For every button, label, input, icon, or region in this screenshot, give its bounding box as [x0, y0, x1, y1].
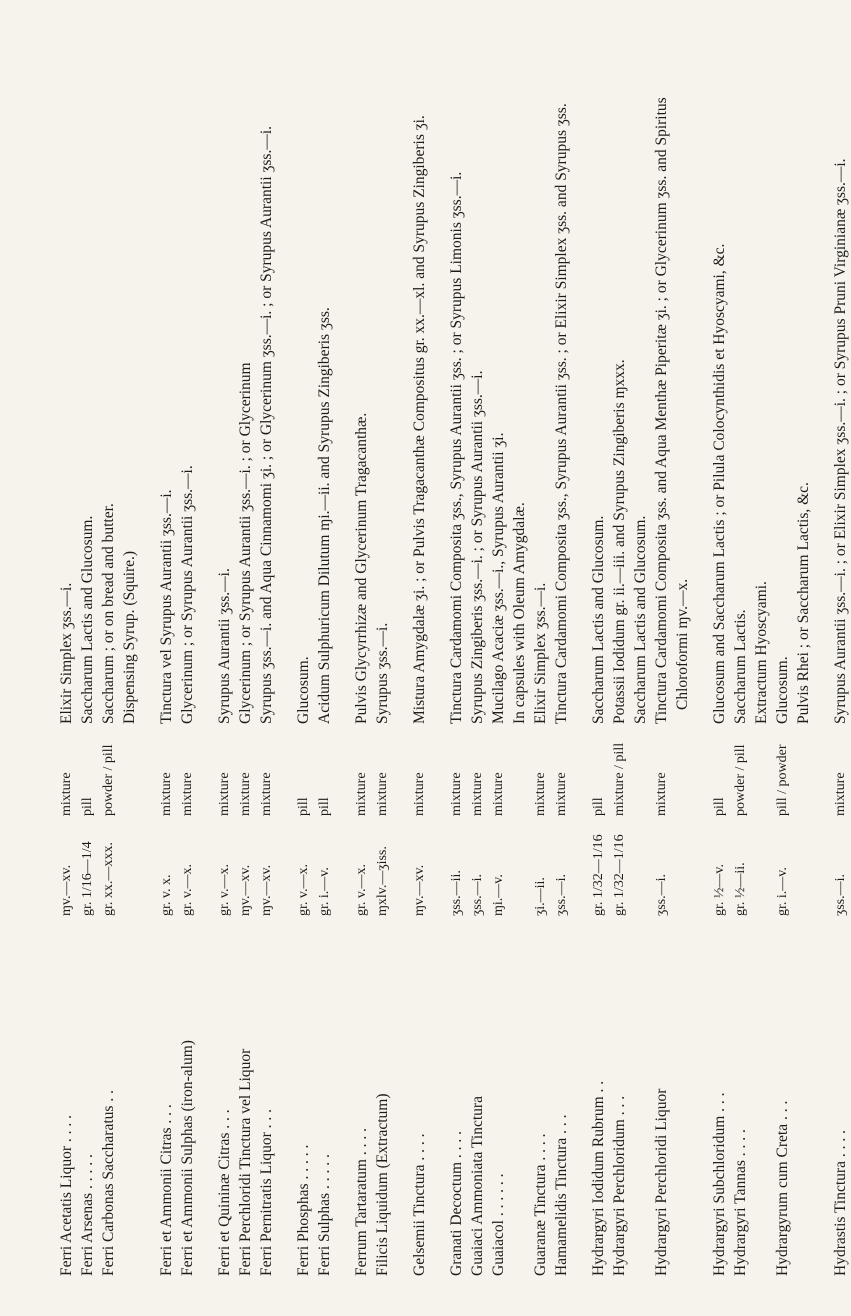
table-row [77, 20, 98, 1276]
prescription [177, 20, 198, 724]
table-row [256, 20, 277, 1276]
dosage-form: mixture [470, 772, 485, 816]
table-row [409, 20, 430, 1276]
drug-name: Ferri et Ammonii Citras . . . [158, 1104, 175, 1276]
prescription [156, 20, 177, 724]
prescription [609, 20, 651, 724]
dose: gr. v.—x. [180, 864, 195, 916]
prescription [446, 20, 467, 724]
prescription [214, 20, 235, 724]
prescription [56, 20, 77, 724]
dosage-form: mixture / pill [612, 742, 627, 816]
prescription-line: Glycerinum ; or Syrupus Aurantii ʒss.—i. [179, 465, 196, 724]
table-row [609, 20, 651, 1276]
table-row [551, 20, 572, 1276]
dose: ʒss.—i. [554, 874, 569, 916]
dose: ʒss.—ii. [449, 870, 464, 916]
prescription-line: Elixir Simplex ʒss.—i. [532, 582, 549, 724]
drug-name: Ferri Sulphas . . . . . [316, 1154, 333, 1276]
prescription-line: Potassii Iodidum gr. ii.—iii. and Syrupus Zingiberis ɱxxx. [611, 359, 628, 724]
drug-name: Ferri et Quininæ Citras . . . [216, 1109, 233, 1276]
prescription [651, 20, 693, 724]
prescription-line: Saccharum Lactis. [732, 609, 749, 724]
prescription-line: Pulvis Rhei ; or Saccharum Lactis, &c. [795, 482, 812, 724]
table-row [177, 20, 198, 1276]
prescription-line: Syrupus ʒss.—i. [374, 622, 391, 724]
prescription [488, 20, 530, 724]
prescription-line: Mucilago Acaciæ ʒss.—i., Syrupus Aurantii ʒi. [490, 432, 507, 724]
table-row [651, 20, 693, 1276]
table-row [235, 20, 256, 1276]
dose: gr. v.—x. [354, 864, 369, 916]
dosage-form: mixture [59, 772, 74, 816]
drug-name: Hydrastis Tinctura . . . . [832, 1130, 849, 1276]
dosage-form: mixture [159, 772, 174, 816]
table-row [709, 20, 730, 1276]
prescription [256, 20, 277, 724]
dose: ʒss.—i. [654, 874, 669, 916]
prescription [830, 20, 851, 724]
prescription [467, 20, 488, 724]
dosage-form: mixture [412, 772, 427, 816]
table-row [372, 20, 393, 1276]
drug-name: Hamamelidis Tinctura . . . [553, 1114, 570, 1276]
drug-name: Hydrargyri Iodidum Rubrum . . [590, 1080, 607, 1276]
drug-name: Guaiaci Ammoniata Tinctura [469, 1096, 486, 1276]
drug-name: Ferri Carbonas Saccharatus . . [100, 1090, 117, 1276]
dose: ʒss.—i. [833, 874, 848, 916]
drug-name: Hydrargyri Perchloridi Liquor [653, 1088, 670, 1276]
prescription [772, 20, 814, 724]
dosage-form: mixture [375, 772, 390, 816]
dosage-form: powder / pill [101, 744, 116, 816]
dose: gr. i.—v. [317, 867, 332, 916]
prescription-line: Glycerinum ; or Syrupus Aurantii ʒss.—i. ; or Glycerinum [237, 362, 254, 724]
prescription [551, 20, 572, 724]
table-row [488, 20, 530, 1276]
prescription [709, 20, 730, 724]
prescription [530, 20, 551, 724]
prescription-line: Glucosum and Saccharum Lactis ; or Pilula Colocynthidis et Hyoscyami, &c. [711, 243, 728, 724]
drug-name: Hydrargyrum cum Creta . . . [774, 1100, 791, 1276]
prescription-line: Saccharum Lactis and Glucosum. [590, 515, 607, 724]
table-row [214, 20, 235, 1276]
dosage-form: mixture [833, 772, 848, 816]
table-row [830, 20, 851, 1276]
prescription [235, 20, 256, 724]
drug-name: Hydrargyri Perchloridum . . . [611, 1095, 628, 1276]
drug-name: Ferri Phosphas . . . . . [295, 1144, 312, 1276]
drug-name: Ferri Acetatis Liquor . . . . [58, 1115, 75, 1276]
prescription-line: Elixir Simplex ʒss.—i. [58, 582, 75, 724]
dosage-form: pill [80, 797, 95, 816]
dosage-form: pill [317, 797, 332, 816]
prescription-line: Saccharum Lactis and Glucosum. [632, 515, 649, 724]
dose: gr. v.—x. [296, 864, 311, 916]
dose: gr. v. x. [159, 874, 174, 916]
prescription [98, 20, 140, 724]
dose: gr. 1/32—1/16 [591, 834, 606, 916]
dose: gr. 1/16—1/4 [80, 841, 95, 916]
prescription-line: Saccharum ; or on bread and butter. [100, 503, 117, 724]
dosage-form: pill [591, 797, 606, 816]
dose: ɱv.—xv. [259, 864, 274, 916]
table-row [446, 20, 467, 1276]
table-row [772, 20, 814, 1276]
prescription-line: Tinctura vel Syrupus Aurantii ʒss.—i. [158, 489, 175, 724]
prescription-line: Syrupus Aurantii ʒss.—i. ; or Elixir Simplex ʒss.—i. ; or Syrupus Pruni Virginianæ ʒss.—i. [832, 158, 849, 724]
dosage-form: pill [296, 797, 311, 816]
dose: gr. ½—ii. [733, 862, 748, 916]
prescription-line: Saccharum Lactis and Glucosum. [79, 515, 96, 724]
prescription-line: Glucosum. [295, 656, 312, 724]
prescription-line: Syrupus Zingiberis ʒss.—i. ; or Syrupus Aurantii ʒss.—i. [469, 370, 486, 724]
drug-name: Ferri Pernitratis Liquor . . . [258, 1108, 275, 1276]
table-row [530, 20, 551, 1276]
drug-name: Guaranæ Tinctura . . . . [532, 1133, 549, 1276]
dose: gr. ½—v. [712, 864, 727, 916]
dosage-form: mixture [180, 772, 195, 816]
dosage-form: mixture [354, 772, 369, 816]
drug-name: Guaiacol . . . . . . [490, 1173, 507, 1276]
drug-name: Ferri et Ammonii Sulphas (iron-alum) [179, 1040, 196, 1276]
formulary-table [56, 20, 851, 1276]
dose: ɱv.—xv. [412, 864, 427, 916]
prescription [588, 20, 609, 724]
dose: gr. v.—x. [217, 864, 232, 916]
dosage-form: mixture [217, 772, 232, 816]
prescription-line: Tinctura Cardamomi Composita ʒss. and Aqua Menthæ Piperitæ ʒi. ; or Glycerinum ʒss. and Spiritus Chloroformi ɱv.—x. [653, 97, 691, 724]
table-row [98, 20, 140, 1276]
dose: ʒss.—i. [470, 874, 485, 916]
prescription-line: Syrupus ʒss.—i. and Aqua Cinnamomi ʒi. ; or Glycerinum ʒss.—i. ; or Syrupus Aurantii ʒss.—i. [258, 126, 275, 724]
prescription [372, 20, 393, 724]
dose: ʒi.—ii. [533, 877, 548, 916]
dosage-form: mixture [491, 772, 506, 816]
prescription [314, 20, 335, 724]
table-row [467, 20, 488, 1276]
dosage-form: mixture [554, 772, 569, 816]
dose: gr. 1/32—1/16 [612, 834, 627, 916]
dose: ɱi.—v. [491, 874, 506, 916]
prescription [351, 20, 372, 724]
prescription [730, 20, 772, 724]
table-row [293, 20, 314, 1276]
prescription-line: Tinctura Cardamomi Composita ʒss., Syrupus Aurantii ʒss. ; or Elixir Simplex ʒss. and Syrupus ʒss. [553, 103, 570, 724]
prescription [77, 20, 98, 724]
dosage-form: mixture [238, 772, 253, 816]
drug-name: Ferri Perchloridi Tinctura vel Liquor [237, 1048, 254, 1276]
drug-name: Hydrargyri Subchloridum . . . [711, 1092, 728, 1276]
prescription-line: Extractum Hyoscyami. [753, 581, 770, 724]
table-row [351, 20, 372, 1276]
dosage-form: mixture [654, 772, 669, 816]
prescription-line: Dispensing Syrup. (Squire.) [121, 550, 138, 724]
dosage-form: pill / powder [775, 744, 790, 816]
dosage-form: mixture [449, 772, 464, 816]
table-row [56, 20, 77, 1276]
drug-name: Filicis Liquidum (Extractum) [374, 1093, 391, 1276]
prescription-line: Tinctura Cardamomi Composita ʒss., Syrupus Aurantii ʒss. ; or Syrupus Limonis ʒss.—i. [448, 171, 465, 724]
prescription-line: Glucosum. [774, 656, 791, 724]
prescription [409, 20, 430, 724]
drug-name: Ferri Arsenas . . . . . [79, 1154, 96, 1276]
dose: gr. i.—v. [775, 867, 790, 916]
prescription [293, 20, 314, 724]
dose: ɱv.—xv. [238, 864, 253, 916]
dosage-form: pill [712, 797, 727, 816]
dose: ɱv.—xv. [59, 864, 74, 916]
dosage-form: mixture [259, 772, 274, 816]
prescription-line: Syrupus Aurantii ʒss.—i. [216, 568, 233, 724]
table-row [314, 20, 335, 1276]
table-row [156, 20, 177, 1276]
prescription-line: Acidum Sulphuricum Dilutum ɱi.—ii. and Syrupus Zingiberis ʒss. [316, 307, 333, 724]
drug-name: Gelsemii Tinctura . . . . [411, 1133, 428, 1276]
prescription-line: Mistura Amygdalæ ʒi. ; or Pulvis Tragacanthæ Compositus gr. xx.—xl. and Syrupus Zingiberis ʒi. [411, 115, 428, 724]
prescription-line: In capsules with Oleum Amygdalæ. [511, 502, 528, 724]
table-row [588, 20, 609, 1276]
drug-name: Hydrargyri Tannas . . . . [732, 1129, 749, 1276]
table-row [730, 20, 772, 1276]
dosage-form: powder / pill [733, 744, 748, 816]
dose: gr. xx.—xxx. [101, 842, 116, 916]
dosage-form: mixture [533, 772, 548, 816]
prescription-line: Pulvis Glycyrrhizæ and Glycerinum Tragacanthæ. [353, 412, 370, 724]
drug-name: Ferrum Tartaratum . . . . [353, 1128, 370, 1276]
drug-name: Granati Decoctum . . . . [448, 1130, 465, 1276]
dose: ɱxlv.—ʒiss. [375, 846, 390, 916]
